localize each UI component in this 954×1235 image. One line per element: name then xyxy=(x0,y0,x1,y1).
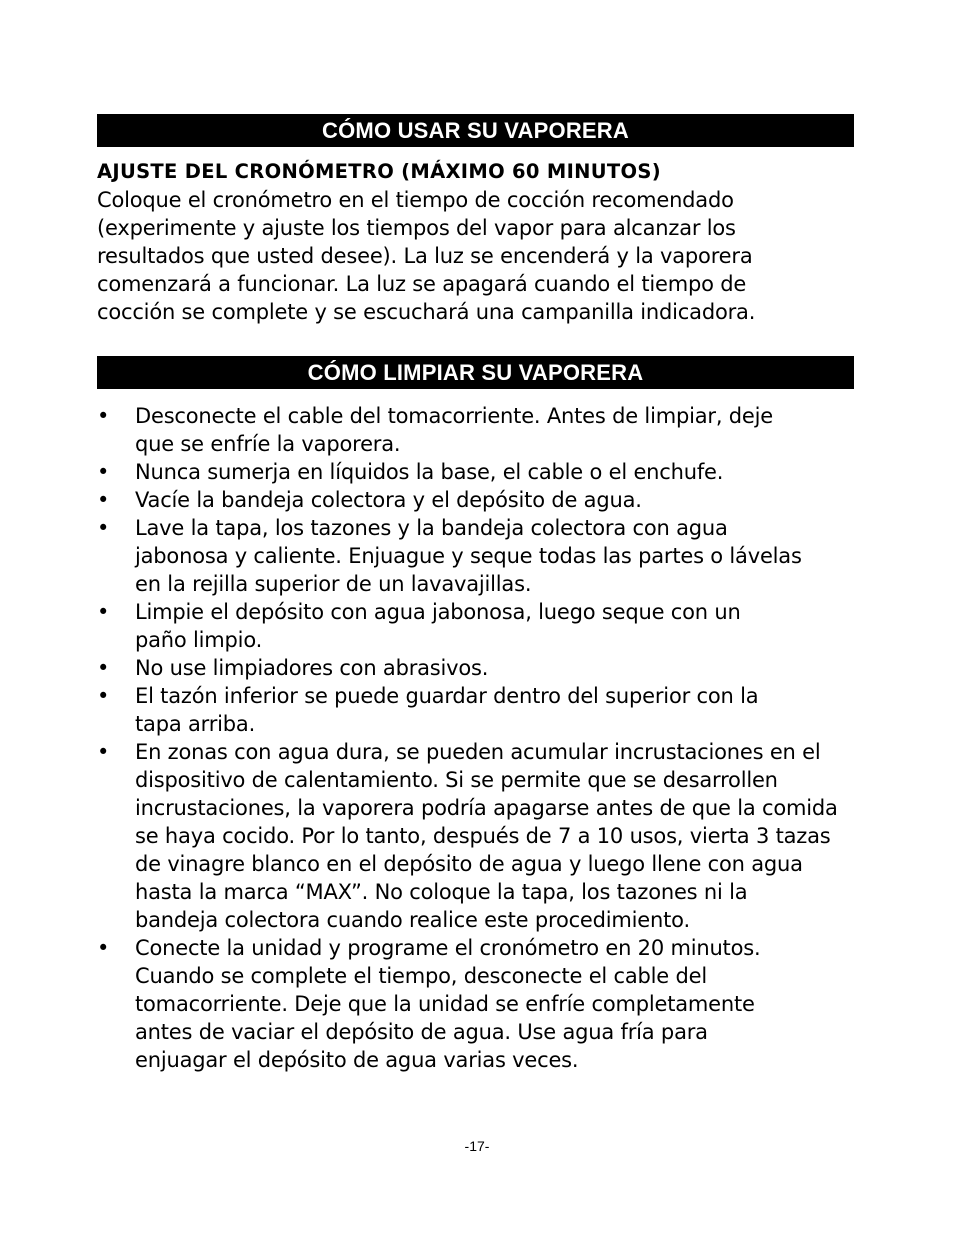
page-content xyxy=(97,114,854,1074)
list-item xyxy=(97,934,854,1074)
list-item xyxy=(97,598,854,654)
bullet-icon: • xyxy=(97,516,110,540)
list-item-line: Desconecte el cable del tomacorriente. Antes de limpiar, deje xyxy=(135,404,773,428)
list-item-line: tomacorriente. Deje que la unidad se enfríe completamente xyxy=(135,992,755,1016)
bullet-icon: • xyxy=(97,936,110,960)
bullet-icon: • xyxy=(97,656,110,680)
cleaning-bullet-list xyxy=(97,402,854,1074)
list-item-line: incrustaciones, la vaporera podría apagarse antes de que la comida xyxy=(135,796,838,820)
list-item-line: paño limpio. xyxy=(135,628,263,652)
list-item-line: enjuagar el depósito de agua varias veces. xyxy=(135,1048,579,1072)
list-item-line: Limpie el depósito con agua jabonosa, luego seque con un xyxy=(135,600,741,624)
list-item xyxy=(97,682,854,738)
list-item xyxy=(97,654,854,682)
bullet-icon: • xyxy=(97,684,110,708)
list-item-line: dispositivo de calentamiento. Si se permite que se desarrollen xyxy=(135,768,778,792)
subheading-ajuste-cronometro: AJUSTE DEL CRONÓMETRO (MÁXIMO 60 MINUTOS) xyxy=(97,160,661,183)
section-heading-como-limpiar: CÓMO LIMPIAR SU VAPORERA xyxy=(97,356,854,389)
bullet-icon: • xyxy=(97,404,110,428)
bullet-icon: • xyxy=(97,740,110,764)
list-item-line: bandeja colectora cuando realice este procedimiento. xyxy=(135,908,690,932)
list-item-line: En zonas con agua dura, se pueden acumular incrustaciones en el xyxy=(135,740,821,764)
paragraph-line: cocción se complete y se escuchará una campanilla indicadora. xyxy=(97,300,756,324)
list-item-line: Lave la tapa, los tazones y la bandeja colectora con agua xyxy=(135,516,728,540)
list-item xyxy=(97,458,854,486)
list-item-line: No use limpiadores con abrasivos. xyxy=(135,656,489,680)
bullet-icon: • xyxy=(97,460,110,484)
list-item-line: jabonosa y caliente. Enjuague y seque todas las partes o lávelas xyxy=(135,544,802,568)
list-item xyxy=(97,486,854,514)
list-item-line: Nunca sumerja en líquidos la base, el cable o el enchufe. xyxy=(135,460,724,484)
paragraph-line: comenzará a funcionar. La luz se apagará cuando el tiempo de xyxy=(97,272,747,296)
list-item-line: que se enfríe la vaporera. xyxy=(135,432,401,456)
paragraph-line: Coloque el cronómetro en el tiempo de cocción recomendado xyxy=(97,188,734,212)
list-item-line: tapa arriba. xyxy=(135,712,256,736)
list-item-line: hasta la marca “MAX”. No coloque la tapa, los tazones ni la xyxy=(135,880,748,904)
page-number: -17- xyxy=(464,1138,490,1154)
list-item xyxy=(97,402,854,458)
list-item-line: Cuando se complete el tiempo, desconecte el cable del xyxy=(135,964,707,988)
paragraph-ajuste-cronometro xyxy=(97,186,854,326)
list-item-line: se haya cocido. Por lo tanto, después de 7 a 10 usos, vierta 3 tazas xyxy=(135,824,831,848)
list-item-line: Vacíe la bandeja colectora y el depósito de agua. xyxy=(135,488,642,512)
section-heading-como-usar: CÓMO USAR SU VAPORERA xyxy=(97,114,854,147)
list-item xyxy=(97,514,854,598)
paragraph-line: resultados que usted desee). La luz se encenderá y la vaporera xyxy=(97,244,753,268)
list-item-line: Conecte la unidad y programe el cronómetro en 20 minutos. xyxy=(135,936,761,960)
bullet-icon: • xyxy=(97,488,110,512)
list-item-line: en la rejilla superior de un lavavajillas. xyxy=(135,572,532,596)
bullet-icon: • xyxy=(97,600,110,624)
list-item-line: antes de vaciar el depósito de agua. Use agua fría para xyxy=(135,1020,708,1044)
list-item-line: El tazón inferior se puede guardar dentro del superior con la xyxy=(135,684,759,708)
list-item-line: de vinagre blanco en el depósito de agua y luego llene con agua xyxy=(135,852,803,876)
list-item xyxy=(97,738,854,934)
paragraph-line: (experimente y ajuste los tiempos del vapor para alcanzar los xyxy=(97,216,736,240)
